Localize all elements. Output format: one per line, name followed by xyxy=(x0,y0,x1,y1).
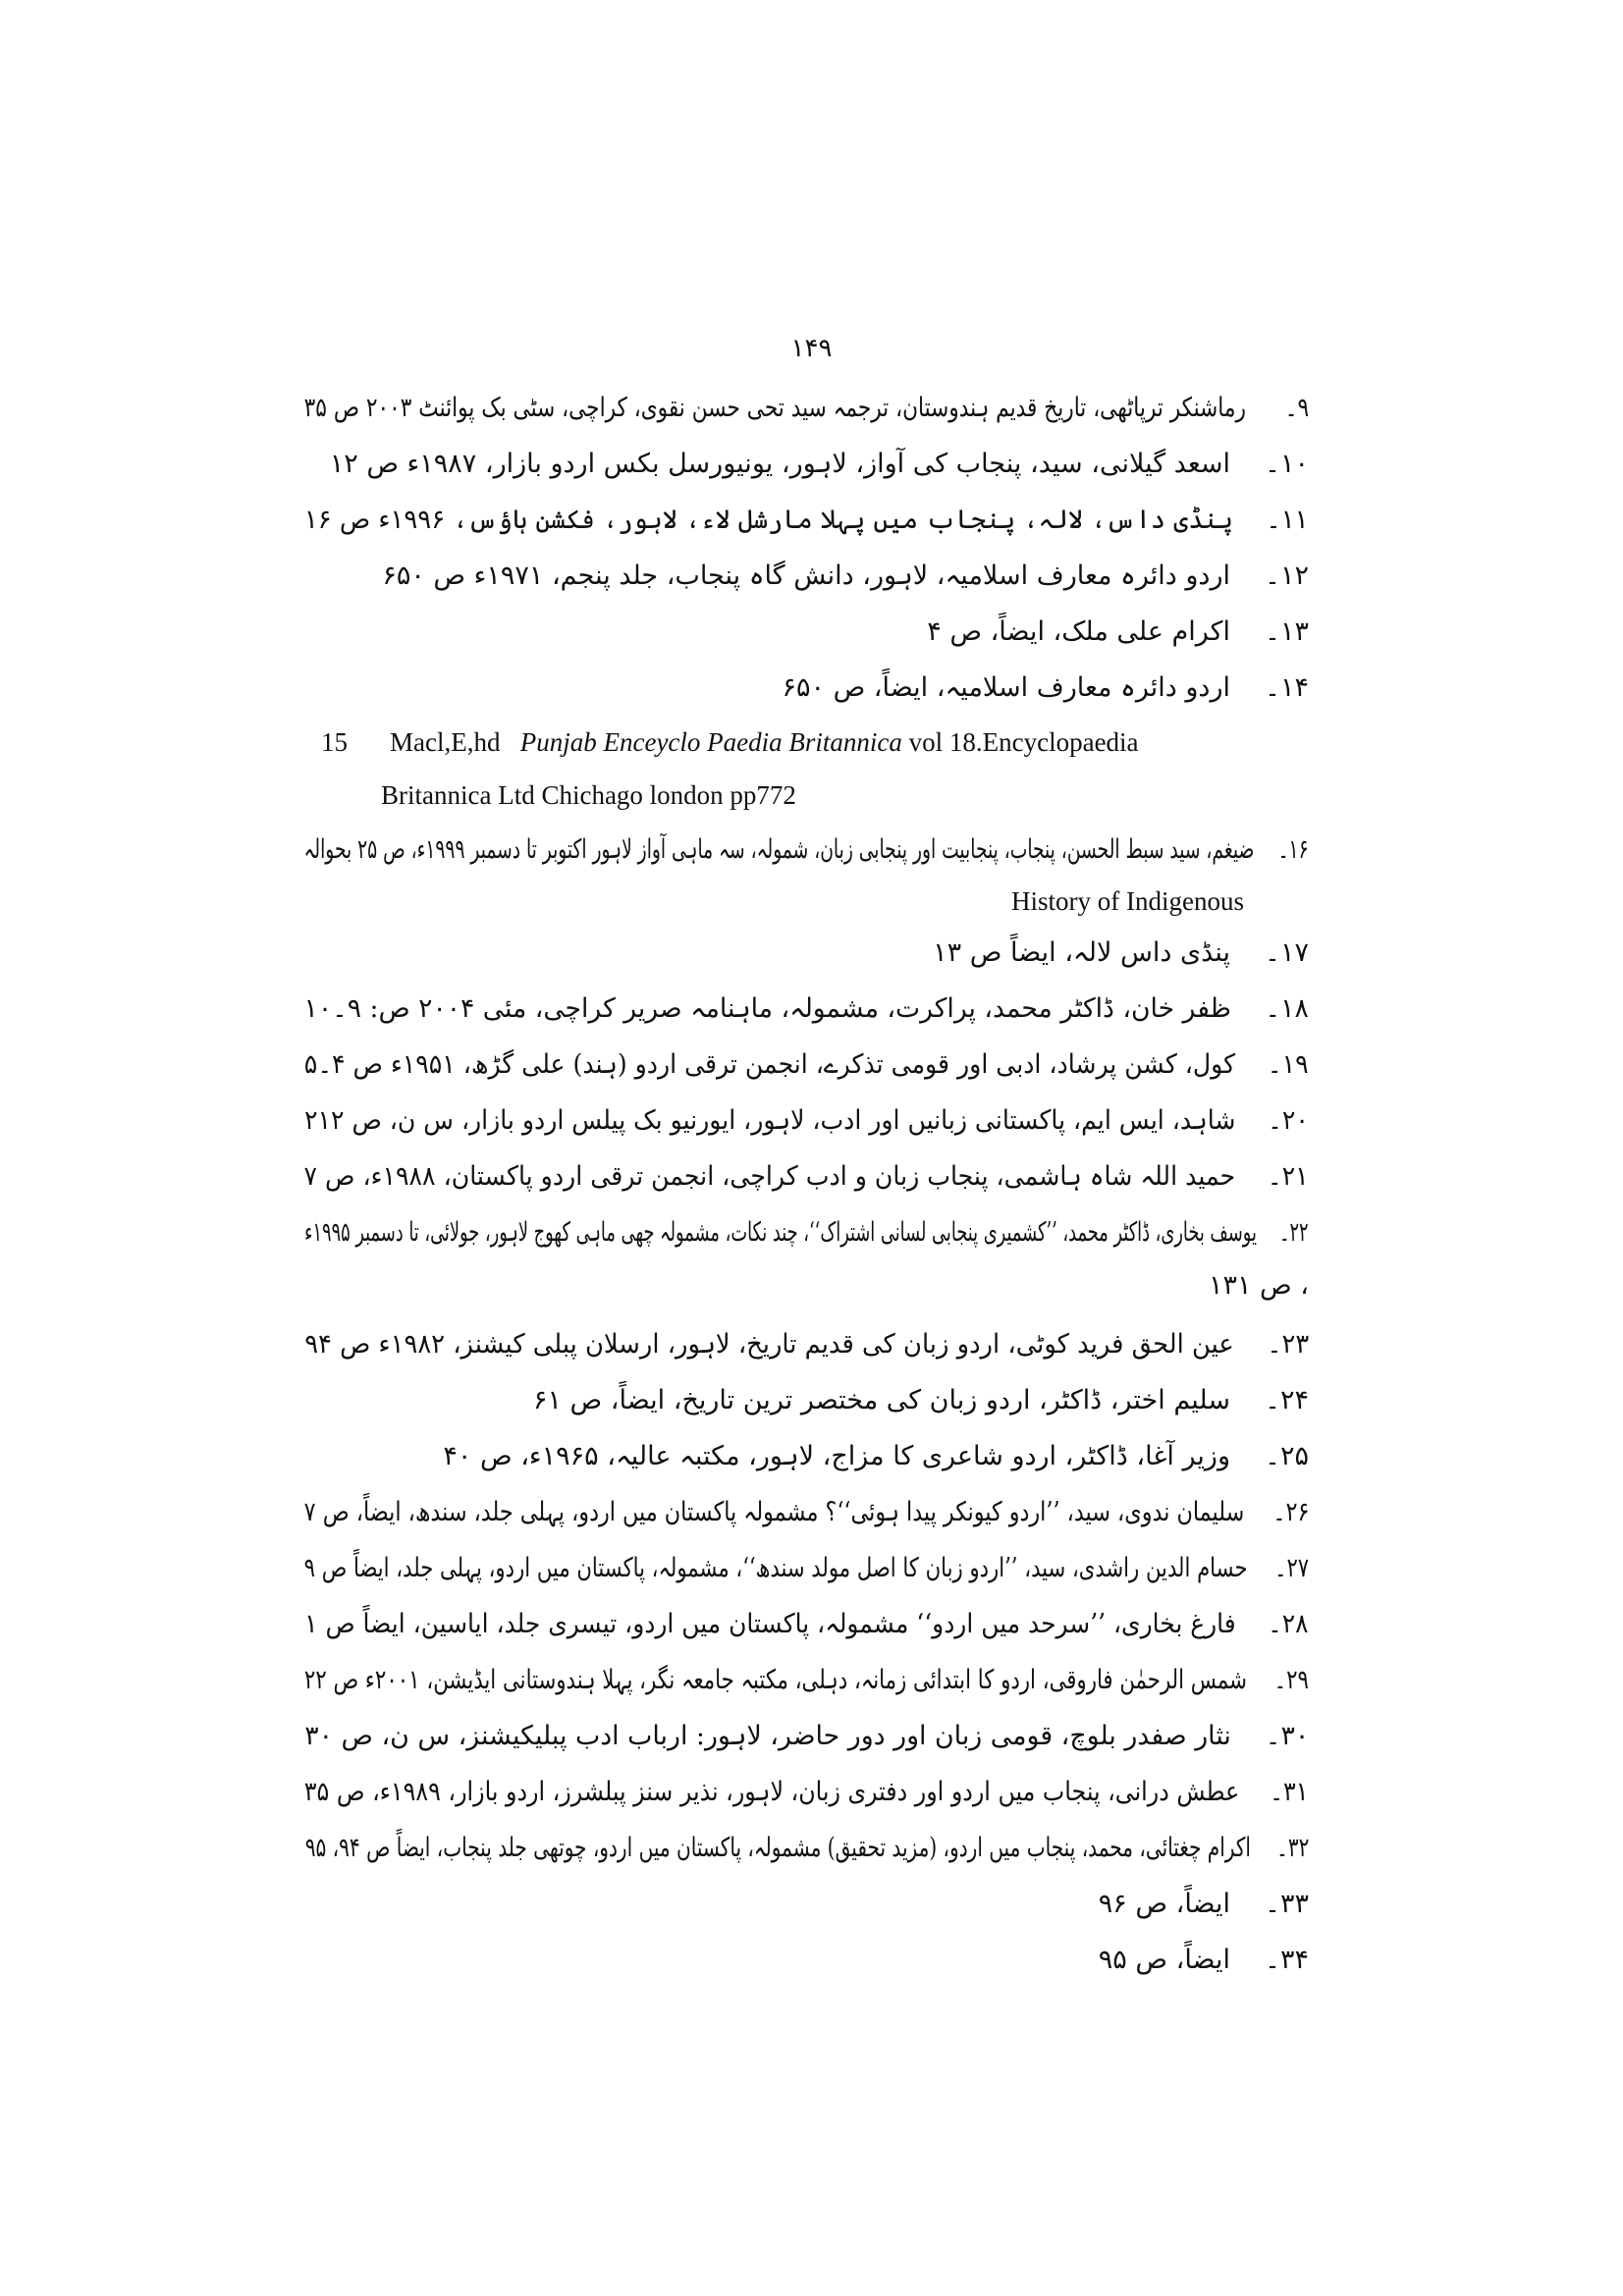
note-text: پنڈی داس لالہ، ایضاً ص ۱۳ xyxy=(933,937,1230,968)
note-26 xyxy=(303,1495,1309,1530)
note-20 xyxy=(304,1103,1309,1139)
note-text: فارغ بخاری، ’’سرحد میں اردو‘‘ مشمولہ، پاکستان میں اردو، تیسری جلد، ایاسین، ایضاً ص ۱ xyxy=(304,1609,1237,1639)
note-12 xyxy=(382,559,1309,594)
note-16 xyxy=(304,832,1309,868)
note-number: ۲۰۔ xyxy=(1268,1105,1309,1136)
note-text: ظفر خان، ڈاکٹر محمد، پراکرت، مشمولہ، ماہنامہ صریر کراچی، مئی ۲۰۰۴ ص: ۹۔۱۰ xyxy=(303,993,1232,1024)
note-32 xyxy=(304,1831,1309,1866)
note-34 xyxy=(1099,1943,1309,1978)
note-number: ۱۲۔ xyxy=(1265,561,1309,591)
note-text: پنڈی داس، لالہ، پنجاب میں پہلا مارشل لاء، لاہور، فکشن ہاؤس، ۱۹۹۶ء ص ۱۶ xyxy=(304,505,1234,535)
note-number: ۱۶۔ xyxy=(1278,834,1309,865)
note-text: وزیر آغا، ڈاکٹر، اردو شاعری کا مزاج، لاہور، مکتبہ عالیہ، ۱۹۶۵ء، ص ۴۰ xyxy=(443,1441,1230,1471)
note-29 xyxy=(304,1663,1309,1698)
note-number: ۲۸۔ xyxy=(1268,1609,1309,1639)
note-10 xyxy=(330,447,1309,482)
note-text: رماشنکر ترپاٹھی، تاریخ قدیم ہندوستان، ترجمہ سید تحی حسن نقوی، کراچی، سٹی بک پوائنٹ ۲۰۰۳ ص ۳۵ xyxy=(303,393,1246,423)
note-number: ۹۔ xyxy=(1284,393,1309,423)
note-text: حمید اللہ شاہ ہاشمی، پنجاب زبان و ادب کراچی، انجمن ترقی اردو پاکستان، ۱۹۸۸ء، ص ۷ xyxy=(303,1161,1236,1192)
note-13 xyxy=(927,614,1309,650)
note-22-continuation: ، ص ۱۳۱ xyxy=(1208,1270,1309,1301)
note-28 xyxy=(305,1607,1309,1642)
note-30 xyxy=(304,1719,1309,1754)
note-31 xyxy=(304,1775,1309,1810)
note-number: ۱۰۔ xyxy=(1265,449,1309,479)
note-text: سلیم اختر، ڈاکٹر، اردو زبان کی مختصر ترین تاریخ، ایضاً، ص ۶۱ xyxy=(532,1385,1230,1415)
note-11 xyxy=(304,503,1309,538)
note-text: اردو دائرہ معارف اسلامیہ، لاہور، دانش گاہ پنجاب، جلد پنجم، ۱۹۷۱ء ص ۶۵۰ xyxy=(382,561,1230,591)
note-25 xyxy=(443,1439,1309,1474)
note-24 xyxy=(533,1383,1309,1418)
note-23 xyxy=(304,1327,1309,1362)
note-title: Punjab Enceyclo Paedia Britannica xyxy=(519,727,902,757)
note-text: شاہد، ایس ایم، پاکستانی زبانیں اور ادب، لاہور، ایورنیو بک پیلس اردو بازار، س ن، ص ۲۱۲ xyxy=(304,1105,1236,1136)
note-number: ۲۵۔ xyxy=(1265,1441,1309,1471)
note-text: عین الحق فرید کوٹی، اردو زبان کی قدیم تاریخ، لاہور، ارسلان پبلی کیشنز، ۱۹۸۲ء ص ۹۴ xyxy=(304,1329,1234,1360)
note-number: ۳۴۔ xyxy=(1265,1945,1309,1975)
note-27 xyxy=(303,1551,1309,1586)
note-number: ۲۹۔ xyxy=(1273,1665,1309,1695)
note-18 xyxy=(304,991,1309,1027)
note-text: نثار صفدر بلوچ، قومی زبان اور دور حاضر، لاہور: ارباب ادب پبلیکیشنز، س ن، ص ۳۰ xyxy=(303,1721,1231,1751)
note-text: اردو دائرہ معارف اسلامیہ، ایضاً، ص ۶۵۰ xyxy=(782,672,1230,703)
note-number: ۱۱۔ xyxy=(1267,505,1309,535)
note-number: ۳۲۔ xyxy=(1275,1833,1309,1863)
note-text: اکرام علی ملک، ایضاً، ص ۴ xyxy=(927,616,1230,647)
note-22 xyxy=(304,1215,1309,1251)
note-15 xyxy=(321,724,1139,760)
note-16-continuation: History of Indigenous xyxy=(1011,886,1244,916)
note-text: اکرام چغتائی، محمد، پنجاب میں اردو، (مزید تحقیق) مشمولہ، پاکستان میں اردو، چوتھی جلد پنجاب، ایضاً ص ۹۴، ۹۵ xyxy=(304,1833,1251,1863)
page-number: ۱۴۹ xyxy=(790,334,833,363)
note-text: اسعد گیلانی، سید، پنجاب کی آواز، لاہور، یونیورسل بکس اردو بازار، ۱۹۸۷ء ص ۱۲ xyxy=(329,449,1230,479)
note-text: عطش درانی، پنجاب میں اردو اور دفتری زبان، لاہور، نذیر سنز پبلشرز، اردو بازار، ۱۹۸۹ء، ص ۳۵ xyxy=(304,1777,1240,1807)
note-17 xyxy=(933,935,1309,971)
note-number: ۱۹۔ xyxy=(1268,1049,1309,1080)
note-number: ۱۷۔ xyxy=(1265,937,1309,968)
note-number: ۳۱۔ xyxy=(1270,1777,1309,1807)
note-text: ایضاً، ص ۹۶ xyxy=(1098,1889,1230,1919)
note-text: کول، کشن پرشاد، ادبی اور قومی تذکرے، انجمن ترقی اردو (ہند) علی گڑھ، ۱۹۵۱ء ص ۴۔۵ xyxy=(304,1049,1236,1080)
note-21 xyxy=(304,1159,1309,1195)
note-number: ۲۱۔ xyxy=(1268,1161,1309,1192)
note-number: ۳۳۔ xyxy=(1265,1889,1309,1919)
note-text: ایضاً، ص ۹۵ xyxy=(1098,1945,1230,1975)
note-9 xyxy=(304,391,1309,426)
note-number: ۱۴۔ xyxy=(1265,672,1309,703)
note-author: Macl,E,hd xyxy=(390,727,501,757)
note-number: ۲۲۔ xyxy=(1279,1217,1309,1248)
note-number: ۱۳۔ xyxy=(1265,616,1309,647)
note-number: ۲۶۔ xyxy=(1271,1497,1309,1527)
note-number: ۱۸۔ xyxy=(1265,993,1309,1024)
note-14 xyxy=(782,670,1309,706)
note-text: یوسف بخاری، ڈاکٹر محمد، ’’کشمیری پنجابی لسانی اشتراک‘‘، چند نکات، مشمولہ چھی ماہی کھوج لاہور، جولائی، تا دسمبر ۱۹۹۵ء xyxy=(304,1217,1258,1248)
note-33 xyxy=(1099,1887,1309,1922)
note-number: ۲۴۔ xyxy=(1265,1385,1309,1415)
note-number: ۳۰۔ xyxy=(1265,1721,1309,1751)
note-number: 15 xyxy=(321,727,348,757)
note-text: شمس الرحمٰن فاروقی، اردو کا ابتدائی زمانہ، دہلی، مکتبہ جامعہ نگر، پہلا ہندوستانی ایڈیشن، ۲۰۰۱ء ص ۲۲ xyxy=(303,1665,1248,1695)
note-number: ۲۳۔ xyxy=(1267,1329,1309,1360)
note-text: حسام الدین راشدی، سید، ’’اردو زبان کا اصل مولد سندھ‘‘، مشمولہ، پاکستان میں اردو، پہلی جلد، ایضاً ص ۹ xyxy=(303,1553,1248,1583)
note-15-continuation: Britannica Ltd Chichago london pp772 xyxy=(381,780,796,810)
note-number: ۲۷۔ xyxy=(1273,1553,1309,1583)
note-text: vol 18.Encyclopaedia xyxy=(908,727,1139,757)
note-text: ضیغم، سید سبط الحسن، پنجاب، پنجابیت اور پنجابی زبان، شمولہ، سہ ماہی آواز لاہور اکتوبر تا دسمبر ۱۹۹۹ء، ص ۲۵ بحوالہ xyxy=(303,834,1255,865)
note-19 xyxy=(304,1047,1309,1083)
note-text: سلیمان ندوی، سید، ’’اردو کیونکر پیدا ہوئی‘‘؟ مشمولہ پاکستان میں اردو، پہلی جلد، سندھ، ایضاً، ص ۷ xyxy=(303,1497,1244,1527)
